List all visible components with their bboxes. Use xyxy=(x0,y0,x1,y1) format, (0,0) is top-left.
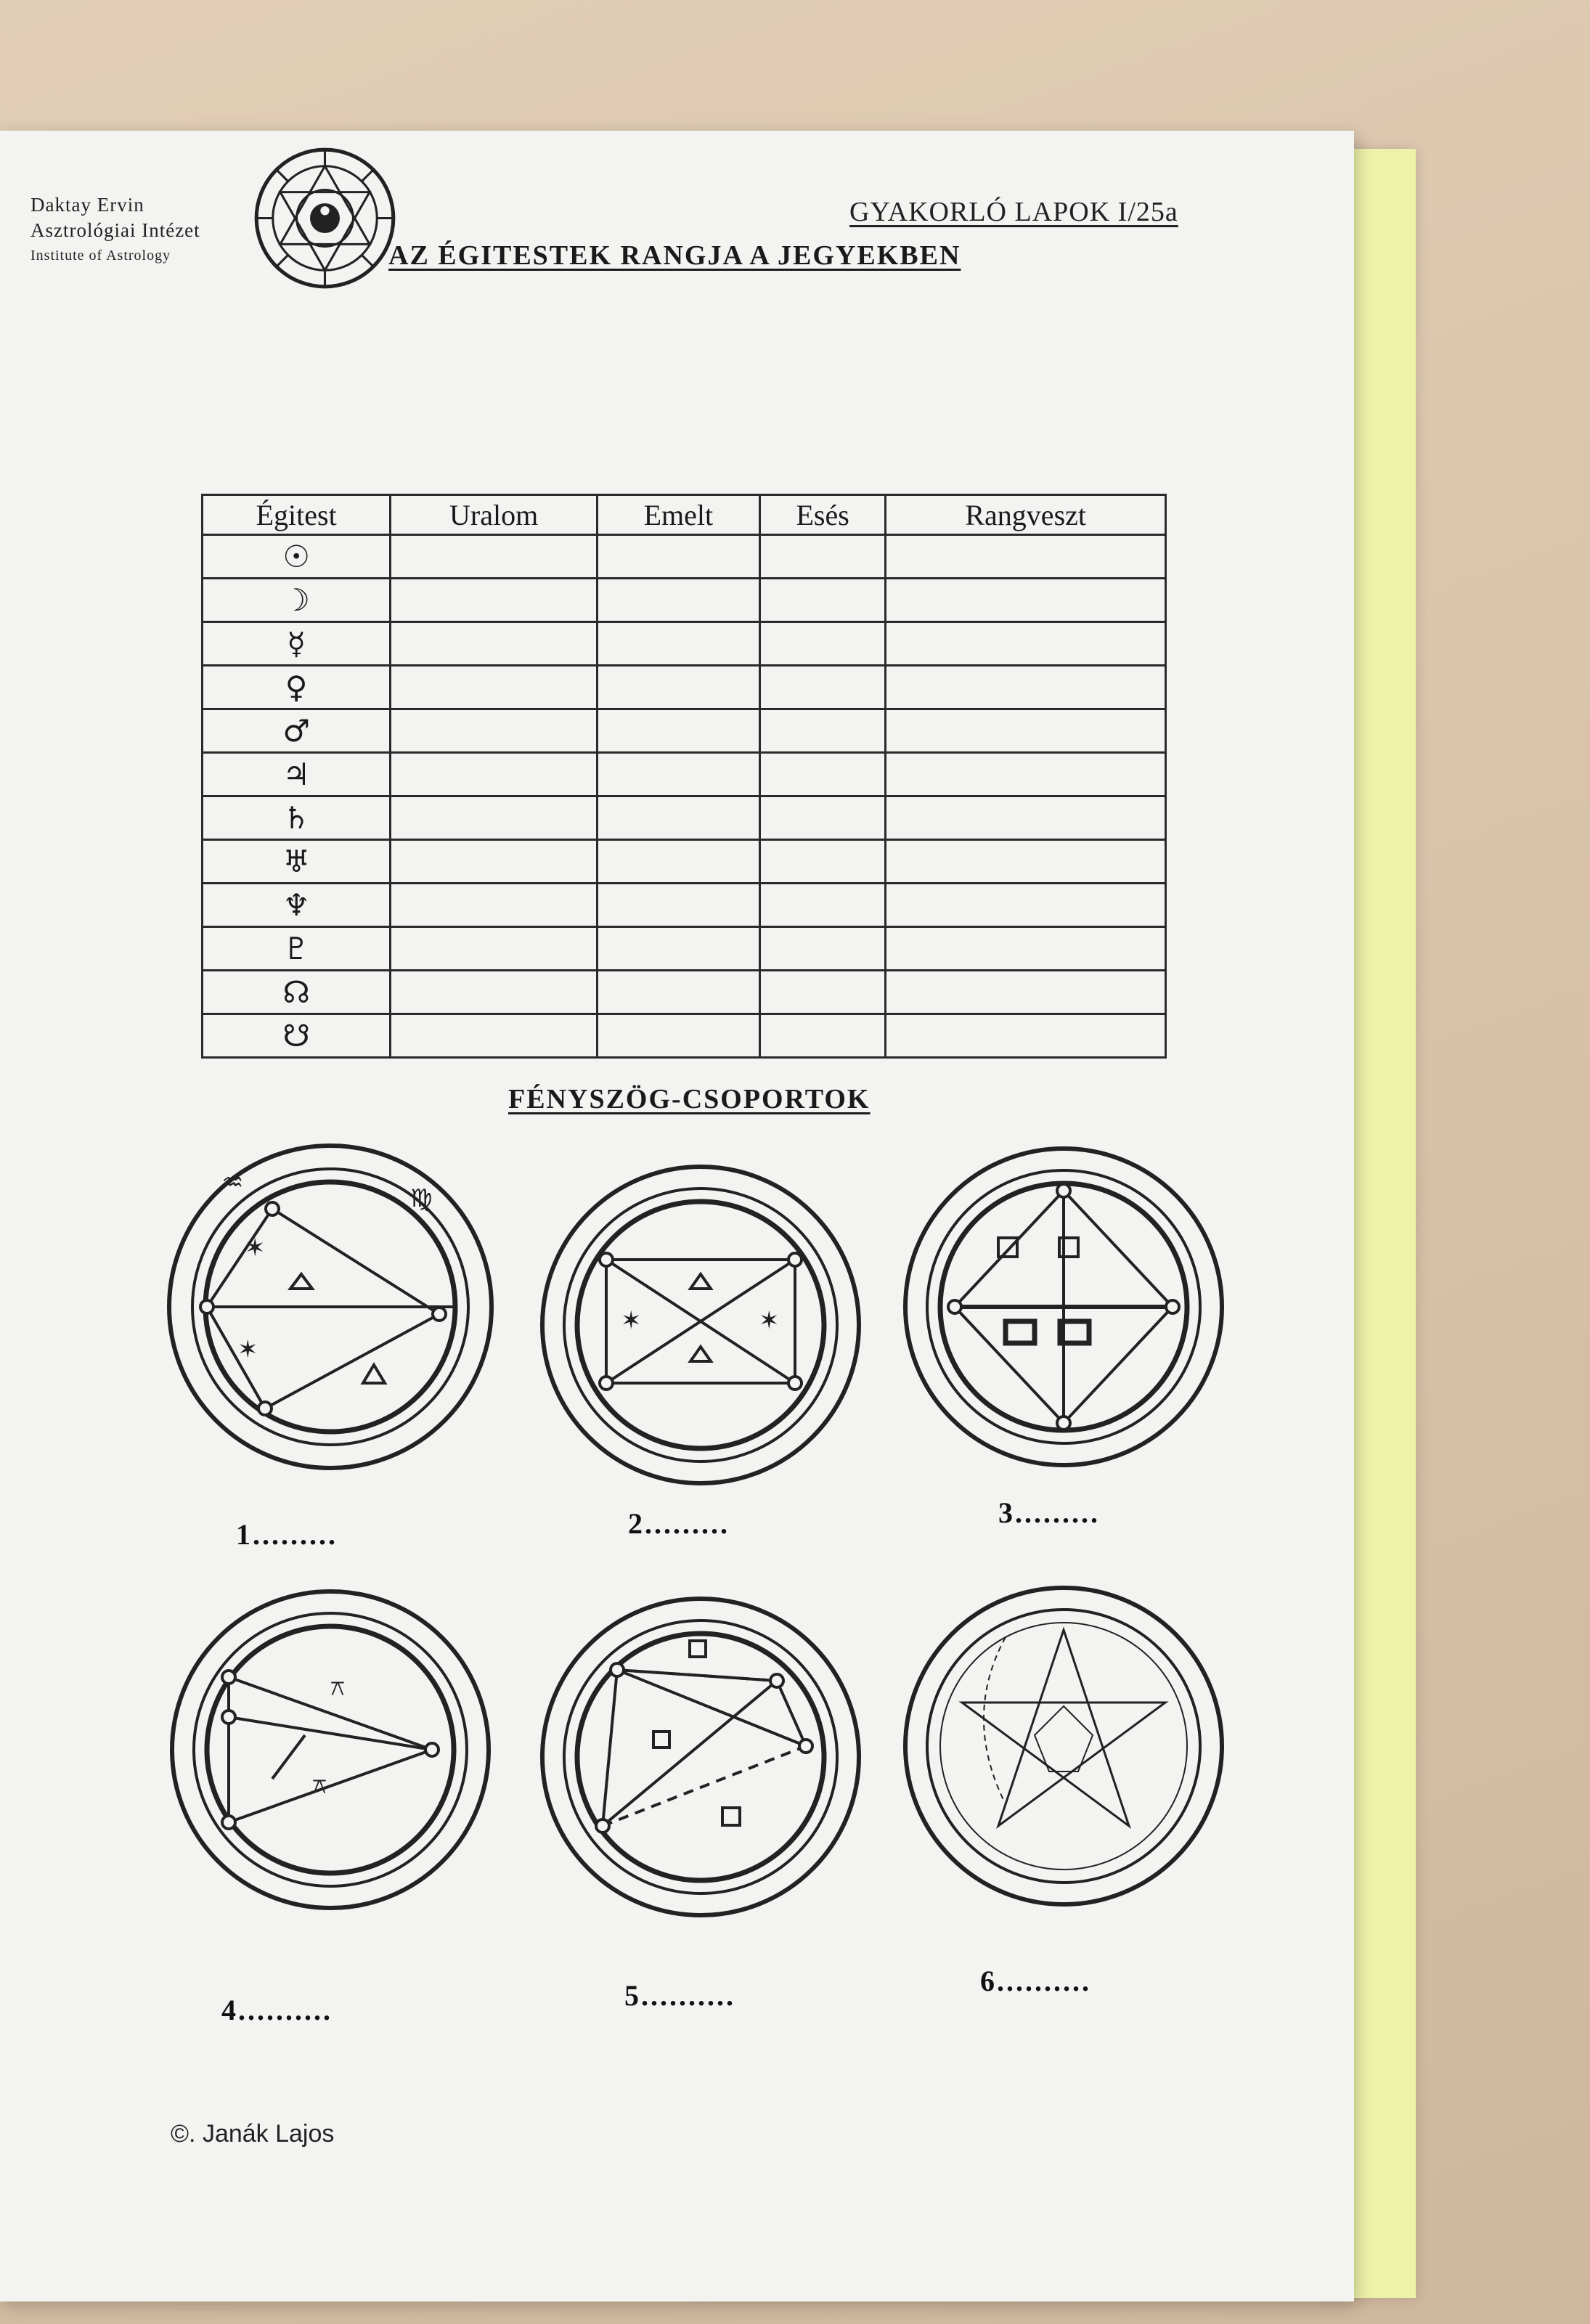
planet-symbol: ☋ xyxy=(203,1014,391,1058)
planet-symbol: ♅ xyxy=(203,840,391,884)
empty-answer-cell[interactable] xyxy=(391,622,598,666)
column-header: Rangveszt xyxy=(886,495,1166,535)
wheel-caption-2: 2......... xyxy=(628,1507,730,1540)
empty-answer-cell[interactable] xyxy=(759,579,886,622)
empty-answer-cell[interactable] xyxy=(759,666,886,709)
planet-row xyxy=(203,666,1166,709)
svg-text:✶: ✶ xyxy=(621,1306,642,1335)
table-header-row xyxy=(203,495,1166,535)
empty-answer-cell[interactable] xyxy=(391,840,598,884)
institute-line-3: Institute of Astrology xyxy=(30,248,171,264)
institute-name xyxy=(30,192,200,269)
aspect-groups-title: FÉNYSZÖG-CSOPORTOK xyxy=(508,1084,871,1114)
empty-answer-cell[interactable] xyxy=(886,579,1166,622)
svg-text:⚻: ⚻ xyxy=(330,1676,345,1701)
empty-answer-cell[interactable] xyxy=(886,927,1166,971)
empty-answer-cell[interactable] xyxy=(886,622,1166,666)
copyright-notice: ©. Janák Lajos xyxy=(171,2120,335,2148)
aspect-wheel-6 xyxy=(897,1579,1231,1913)
empty-answer-cell[interactable] xyxy=(759,971,886,1014)
column-header: Emelt xyxy=(597,495,759,535)
empty-answer-cell[interactable] xyxy=(759,1014,886,1058)
empty-answer-cell[interactable] xyxy=(597,709,759,753)
planet-row xyxy=(203,535,1166,579)
empty-answer-cell[interactable] xyxy=(597,666,759,709)
empty-answer-cell[interactable] xyxy=(597,971,759,1014)
aspect-wheel-2 xyxy=(534,1158,868,1492)
aspect-wheel-4 xyxy=(163,1583,497,1917)
institute-seal-logo xyxy=(250,144,399,293)
planet-row xyxy=(203,927,1166,971)
wheel-caption-1: 1......... xyxy=(236,1518,338,1551)
empty-answer-cell[interactable] xyxy=(759,709,886,753)
empty-answer-cell[interactable] xyxy=(597,535,759,579)
empty-answer-cell[interactable] xyxy=(886,971,1166,1014)
wheel-caption-4: 4.......... xyxy=(221,1994,333,2026)
empty-answer-cell[interactable] xyxy=(597,884,759,927)
column-header: Esés xyxy=(759,495,886,535)
empty-answer-cell[interactable] xyxy=(391,666,598,709)
planet-symbol: ♃ xyxy=(203,753,391,796)
empty-answer-cell[interactable] xyxy=(886,535,1166,579)
planet-symbol: ☊ xyxy=(203,971,391,1014)
planet-row xyxy=(203,1014,1166,1058)
planet-rank-table xyxy=(201,494,1167,1059)
empty-answer-cell[interactable] xyxy=(597,622,759,666)
empty-answer-cell[interactable] xyxy=(391,927,598,971)
empty-answer-cell[interactable] xyxy=(391,709,598,753)
empty-answer-cell[interactable] xyxy=(391,971,598,1014)
planet-row xyxy=(203,579,1166,622)
planet-row xyxy=(203,622,1166,666)
empty-answer-cell[interactable] xyxy=(759,927,886,971)
empty-answer-cell[interactable] xyxy=(759,753,886,796)
svg-text:✶: ✶ xyxy=(237,1335,258,1364)
aspect-wheel-3 xyxy=(897,1140,1231,1474)
planet-row xyxy=(203,884,1166,927)
empty-answer-cell[interactable] xyxy=(597,753,759,796)
sheet-code: GYAKORLÓ LAPOK I/25a xyxy=(849,197,1178,227)
planet-symbol: ☽ xyxy=(203,579,391,622)
empty-answer-cell[interactable] xyxy=(886,709,1166,753)
empty-answer-cell[interactable] xyxy=(597,579,759,622)
empty-answer-cell[interactable] xyxy=(597,796,759,840)
empty-answer-cell[interactable] xyxy=(886,840,1166,884)
svg-text:♒: ♒ xyxy=(221,1168,244,1197)
column-header: Égitest xyxy=(203,495,391,535)
empty-answer-cell[interactable] xyxy=(759,796,886,840)
column-header: Uralom xyxy=(391,495,598,535)
planet-symbol: ☉ xyxy=(203,535,391,579)
empty-answer-cell[interactable] xyxy=(759,622,886,666)
empty-answer-cell[interactable] xyxy=(391,753,598,796)
planet-symbol: ♇ xyxy=(203,927,391,971)
empty-answer-cell[interactable] xyxy=(759,884,886,927)
aspect-wheel-5 xyxy=(534,1590,868,1924)
empty-answer-cell[interactable] xyxy=(597,840,759,884)
empty-answer-cell[interactable] xyxy=(597,927,759,971)
planet-symbol: ♀ xyxy=(203,666,391,709)
planet-row xyxy=(203,840,1166,884)
empty-answer-cell[interactable] xyxy=(759,535,886,579)
planet-row xyxy=(203,971,1166,1014)
svg-text:✶: ✶ xyxy=(245,1234,266,1263)
planet-row xyxy=(203,796,1166,840)
empty-answer-cell[interactable] xyxy=(886,884,1166,927)
planet-row xyxy=(203,709,1166,753)
planet-row xyxy=(203,753,1166,796)
empty-answer-cell[interactable] xyxy=(391,796,598,840)
empty-answer-cell[interactable] xyxy=(759,840,886,884)
table-title: AZ ÉGITESTEK RANGJA A JEGYEKBEN xyxy=(388,240,961,271)
planet-symbol: ♂ xyxy=(203,709,391,753)
svg-text:✶: ✶ xyxy=(759,1306,780,1335)
empty-answer-cell[interactable] xyxy=(886,666,1166,709)
wheel-caption-5: 5.......... xyxy=(624,1979,735,2012)
svg-text:⚻: ⚻ xyxy=(312,1774,327,1799)
planet-symbol: ☿ xyxy=(203,622,391,666)
empty-answer-cell[interactable] xyxy=(391,884,598,927)
planet-symbol: ♆ xyxy=(203,884,391,927)
wheel-caption-3: 3......... xyxy=(998,1496,1100,1529)
institute-line-2: Asztrológiai Intézet xyxy=(30,219,200,241)
empty-answer-cell[interactable] xyxy=(886,796,1166,840)
institute-line-1: Daktay Ervin xyxy=(30,194,144,216)
planet-symbol: ♄ xyxy=(203,796,391,840)
empty-answer-cell[interactable] xyxy=(391,1014,598,1058)
empty-answer-cell[interactable] xyxy=(886,1014,1166,1058)
empty-answer-cell[interactable] xyxy=(597,1014,759,1058)
wheel-caption-6: 6.......... xyxy=(980,1965,1091,1997)
empty-answer-cell[interactable] xyxy=(391,535,598,579)
svg-text:♍: ♍ xyxy=(410,1184,433,1213)
empty-answer-cell[interactable] xyxy=(391,579,598,622)
aspect-wheel-1 xyxy=(163,1140,497,1474)
empty-answer-cell[interactable] xyxy=(886,753,1166,796)
